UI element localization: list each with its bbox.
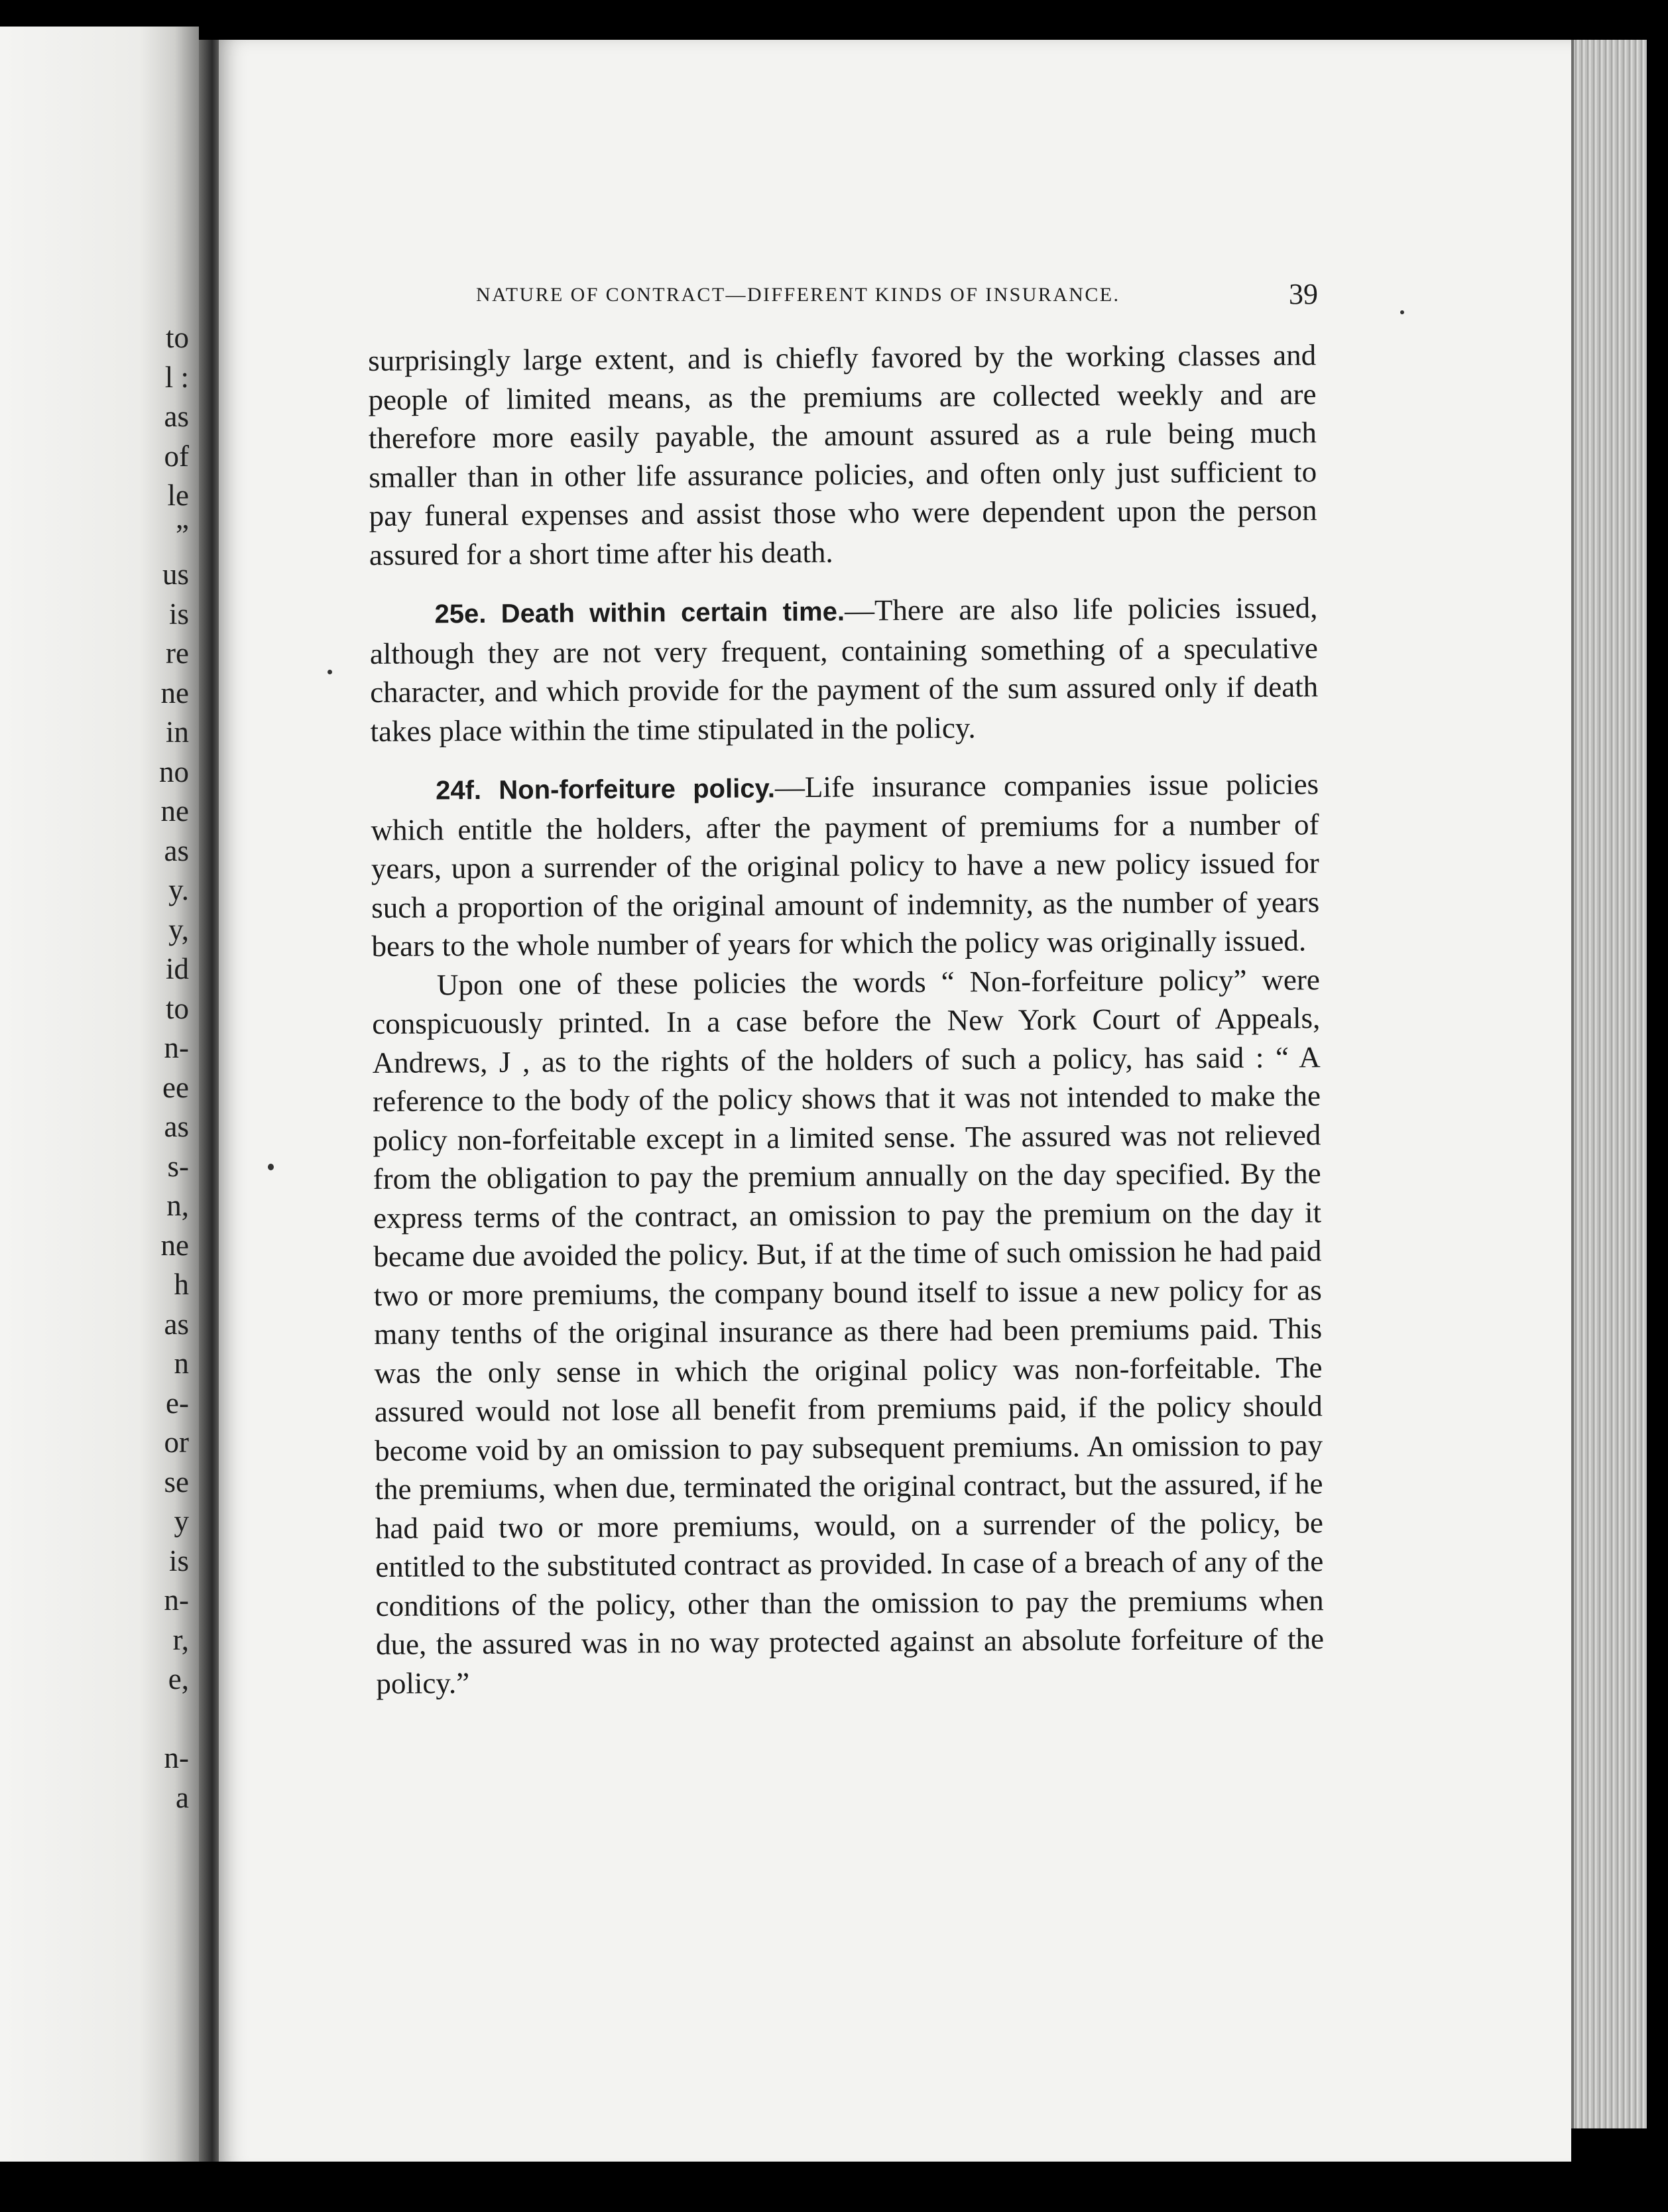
left-page-text-fragments [0,318,189,1817]
scan-speck [268,1164,274,1170]
section-text: —Life insurance companies issue policies which entitle the holders, after the payment of premiums for a number of years, upon a surrender of the original policy to have a new policy issued for such a proportion of the original amount of indemnity, as the number of years bears to the whole number of years for which the policy was originally issued. [371,767,1320,963]
left-page-fragment: e- [166,1386,189,1420]
running-head-title: NATURE OF CONTRACT—DIFFERENT KINDS OF INSURANCE. [476,284,1120,306]
left-page-fragment: as [164,1110,189,1143]
left-page-fragment: in [165,715,189,749]
left-page-fragment: to [165,991,189,1025]
left-page-fragment: se [164,1465,189,1499]
left-page-fragment: is [168,1544,189,1577]
paragraph-continuation: surprisingly large extent, and is chiefly favored by the working classes and people of limited means, as the premiums are collected weekly and are therefore more easily payable, the amount assured as a rule being much smaller than in other life assurance policies, and often only just sufficient to pay funeral expenses and assist those who were dependent upon the person assured for a short time after his death. [368,338,1317,572]
left-page-fragment: l : [164,360,189,394]
left-page-fragment: ee [162,1070,189,1104]
left-page-fragment: as [164,833,189,867]
page-number: 39 [1289,278,1318,310]
left-page-fragment: y [174,1505,189,1538]
left-page-fragment: us [162,558,189,591]
left-page-fragment: as [164,400,189,433]
running-head [476,278,1318,324]
left-page-fragment: n- [164,1741,189,1774]
scan-speck [328,670,332,674]
left-page-fragment: r, [172,1623,189,1656]
left-page-fragment: ne [160,794,189,828]
left-page-fragment: ne [160,676,189,709]
section-24f [371,765,1320,965]
left-page-fragment: re [166,637,189,670]
left-page-fragment: h [174,1268,189,1301]
scan-speck [1400,310,1404,314]
left-page-fragment: ne [160,1228,189,1262]
left-page-fragment: n- [164,1031,189,1064]
left-page-fragment: or [164,1426,189,1459]
left-page-fragment [0,1699,189,1739]
left-page-fragment: n [174,1347,189,1380]
section-heading: 24f. Non-forfeiture policy. [436,774,776,806]
left-page-fragment: ” [176,518,189,552]
section-heading: 25e. Death within certain time. [434,597,845,629]
left-page-fragment: no [159,755,189,788]
left-page-fragment: n- [164,1583,189,1617]
paragraph-court-quote: Upon one of these policies the words “ Non-forfeiture policy” were conspicuously printed. In a case before the New York Court of Appeals, Andrews, J , as to the rights of the holders of such a policy, has said : “ A reference to the body of the policy shows that it was not intended to make the policy non-forfeitable except in a limited sense. The assured was not relieved from the obligation to pay the premium annually on the day specified. By the express terms of the contract, an omission to pay the premium on the day it became due avoided the policy. But, if at the time of such omission he had paid two or more premiums, the company bound itself to issue a new policy for as many tenths of the original insurance as there had been premiums paid. This was the only sense in which the original policy was non-forfeitable. The assured would not lose all benefit from premiums paid, if the policy should become void by an omission to pay subsequent premiums. An omission to pay the premiums, when due, terminated the original contract, but the assured, if he had paid two or more premiums, would, on a surrender of the policy, be entitled to the substituted contract as provided. In case of a breach of any of the conditions of the policy, other than the omission to pay the premiums when due, the assured was in no way protected against an absolute forfeiture of the policy.” [372,962,1325,1700]
page-body [368,336,1325,1703]
left-page-fragment: e, [168,1662,189,1695]
left-page-fragment: id [165,952,189,985]
page-fore-edge [1571,40,1647,2128]
section-25e [369,588,1318,751]
section-text: —There are also life policies issued, although they are not very frequent, containing something of a speculative character, and which provide for the payment of the sum assured only if death takes place within the time stipulated in the policy. [369,591,1319,748]
left-page-fragment: a [176,1780,189,1814]
left-page-fragment: y. [168,873,189,906]
left-page-fragment: to [165,321,189,354]
left-page-fragment: n, [166,1189,189,1222]
left-page-fragment: is [168,597,189,631]
left-page-fragment: y, [168,912,189,946]
left-page-fragment: of [164,439,189,473]
left-page-fragment: le [167,479,189,512]
scan-border [0,2162,1668,2212]
left-page-fragment: as [164,1307,189,1341]
left-page-fragment: s- [167,1149,189,1183]
